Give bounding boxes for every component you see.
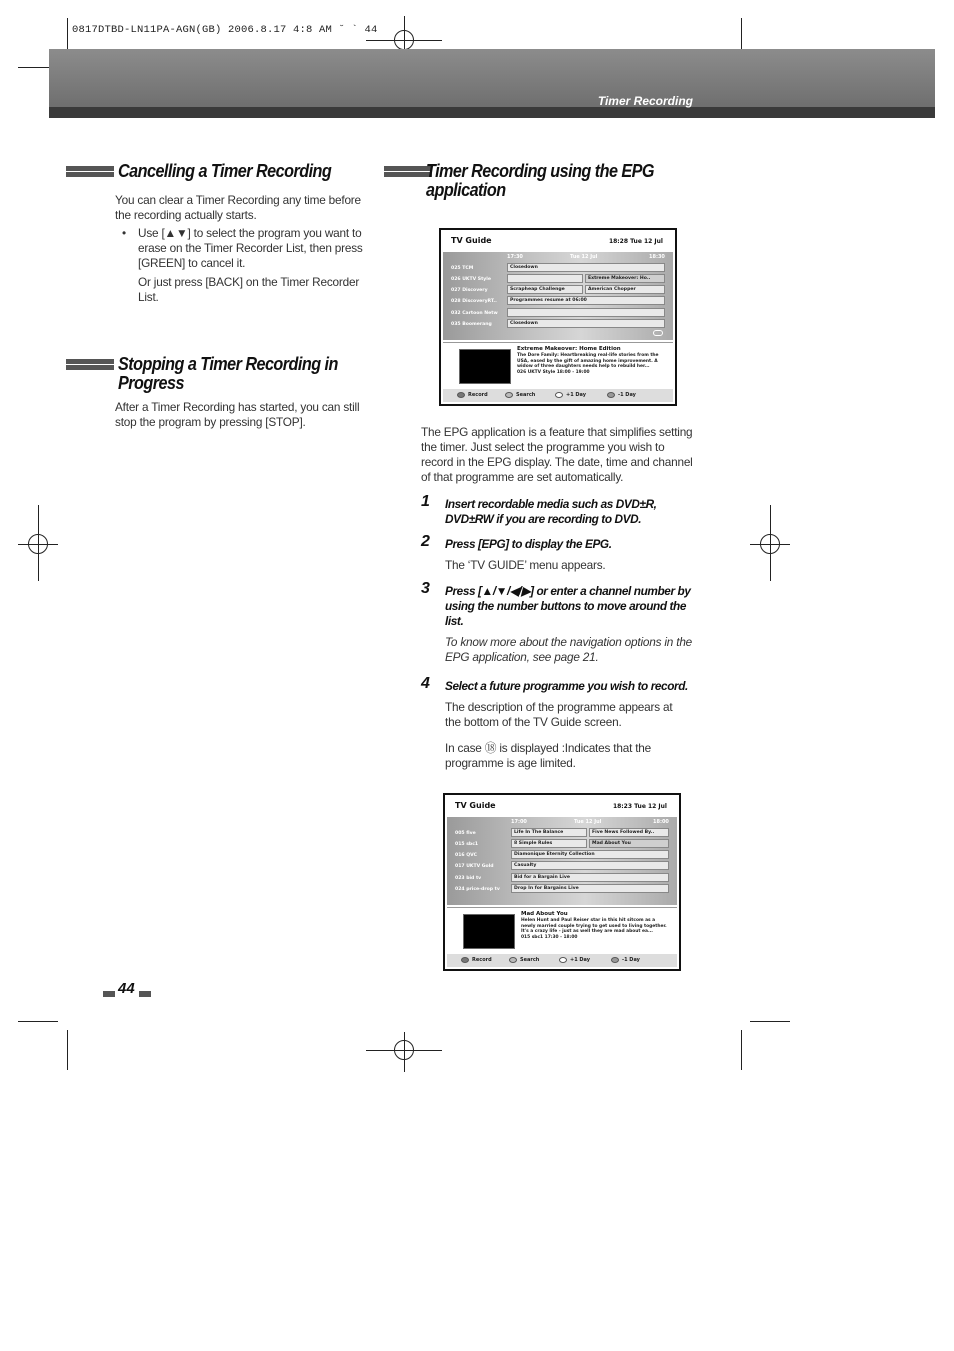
programme-cell (507, 274, 583, 283)
tv-guide-clock: 18:23 Tue 12 Jul (612, 803, 667, 810)
programme-cell-selected: Extreme Makeover: Ho.. (585, 274, 665, 283)
blue-button-icon (607, 392, 615, 398)
button-legend (443, 389, 673, 402)
tv-guide-clock: 18:28 Tue 12 Jul (608, 238, 663, 245)
page-number-bar (139, 991, 151, 997)
programme-cell: Casualty (511, 861, 669, 870)
header-rule (49, 107, 935, 118)
step-number: 2 (421, 533, 430, 550)
red-button-icon (457, 392, 465, 398)
yellow-button-icon (559, 957, 567, 963)
section-title-stopping (118, 355, 338, 393)
preview-thumbnail (463, 914, 515, 949)
print-slug: 0817DTBD-LN11PA-AGN(GB) 2006.8.17 4:8 AM ˘ ` 44 (72, 24, 378, 36)
programme-slot: 015 sbc1 17:30 - 18:00 (521, 934, 578, 940)
search-key (509, 957, 539, 963)
programme-info (447, 907, 677, 954)
programme-cell: Closedown (507, 263, 665, 272)
programme-cell: Bid for a Bargain Live (511, 873, 669, 882)
key-label: Record (468, 392, 488, 398)
programme-cell: Life In The Balance (511, 828, 587, 837)
key-label: Search (520, 957, 540, 963)
step-note: The ‘TV GUIDE’ menu appears. (445, 558, 606, 572)
programme-cell: Closedown (507, 319, 665, 328)
programme-slot: 026 UKTV Style 18:00 - 19:00 (517, 369, 590, 375)
green-button-icon (505, 392, 513, 398)
time-label: 18:30 (649, 254, 665, 260)
blue-button-icon (611, 957, 619, 963)
channel-label: 032 Cartoon Netw (451, 311, 498, 316)
step-note: In case ⑱ is displayed :Indicates that the programme is age limited. (445, 741, 652, 770)
record-key (461, 957, 492, 963)
programme-cell: Diamonique Eternity Collection (511, 850, 669, 859)
key-label: +1 Day (570, 957, 591, 963)
description-text: The Dore Family: Heartbreaking real-life stories from the USA, eased by the gift of amazing home improvement. A widow of three daughters needs help to rebuild her... (517, 353, 659, 370)
key-label: Record (472, 957, 492, 963)
channel-label: 026 UKTV Style (451, 277, 491, 282)
bullet: • (122, 226, 126, 240)
title-line: Progress (118, 373, 184, 393)
channel-logo-icon (653, 330, 663, 336)
programme-description (517, 353, 667, 375)
title-line: Timer Recording using the EPG (426, 161, 654, 181)
cancel-bullet: Use [▲▼] to select the program you want to erase on the Timer Recorder List, then press [GREEN] to cancel it. (138, 226, 363, 270)
time-label: 17:00 (511, 819, 527, 825)
key-label: Search (516, 392, 536, 398)
programme-cell: Five News Followed By.. (589, 828, 669, 837)
channel-label: 017 UKTV Gold (455, 864, 494, 869)
step-number: 1 (421, 493, 430, 510)
channel-label: 027 Discovery (451, 288, 488, 293)
channel-label: 015 sbc1 (455, 842, 479, 847)
page-number-bar (103, 991, 115, 997)
tv-guide-title: TV Guide (455, 801, 496, 810)
tv-guide-title: TV Guide (451, 236, 492, 245)
programme-info (443, 342, 673, 389)
key-label: +1 Day (566, 392, 587, 398)
red-button-icon (461, 957, 469, 963)
step-number: 4 (421, 675, 430, 692)
epg-intro: The EPG application is a feature that simplifies setting the timer. Just select the programme you wish to record in the EPG display. The date, time and channel of that programme are set automatically. (421, 425, 693, 484)
record-key (457, 392, 488, 398)
preview-thumbnail (459, 349, 511, 384)
step-text: Select a future programme you wish to record. (445, 679, 688, 693)
programme-cell-selected: Mad About You (589, 839, 669, 848)
channel-label: 028 DiscoveryRT.. (451, 299, 497, 304)
channel-label: 023 bid tv (455, 876, 482, 881)
key-label: -1 Day (622, 957, 640, 963)
search-key (505, 392, 535, 398)
green-button-icon (509, 957, 517, 963)
time-label: Tue 12 Jul (574, 819, 602, 825)
plus-day-key (555, 392, 586, 398)
crop-mark (741, 1030, 742, 1070)
programme-cell: Programmes resume at 06:00 (507, 296, 665, 305)
stopping-text: After a Timer Recording has started, you can still stop the program by pressing [STOP]. (115, 400, 360, 429)
minus-day-key (611, 957, 640, 963)
crop-mark (750, 1021, 790, 1022)
cancel-or: Or just press [BACK] on the Timer Recorder List. (138, 275, 360, 304)
crop-mark (18, 1021, 58, 1022)
programme-cell: Scrapheap Challenge (507, 285, 583, 294)
tv-guide-screenshot (439, 228, 677, 406)
channel-label: 025 TCM (451, 266, 474, 271)
step-number: 3 (421, 580, 430, 597)
title-line: Stopping a Timer Recording in (118, 354, 338, 374)
yellow-button-icon (555, 392, 563, 398)
epg-grid (443, 252, 673, 340)
programme-title: Extreme Makeover: Home Edition (517, 346, 621, 352)
channel-label: 024 price-drop tv (455, 887, 500, 892)
button-legend (447, 954, 677, 967)
header-banner (49, 49, 935, 107)
section-marker (66, 359, 114, 370)
programme-title: Mad About You (521, 911, 568, 917)
cancel-intro: You can clear a Timer Recording any time before the recording actually starts. (115, 193, 361, 222)
key-label: -1 Day (618, 392, 636, 398)
plus-day-key (559, 957, 590, 963)
description-text: Helen Hunt and Paul Reiser star in this hit sitcom as a newly married couple trying to get used to living together. It's a crazy life - just as well they are mad about ea... (521, 918, 667, 935)
minus-day-key (607, 392, 636, 398)
time-label: Tue 12 Jul (570, 254, 598, 260)
section-title-cancel: Cancelling a Timer Recording (118, 161, 332, 181)
page-number: 44 (118, 980, 135, 997)
programme-cell: Drop In for Bargains Live (511, 884, 669, 893)
step-text: Insert recordable media such as DVD±R, DVD±RW if you are recording to DVD. (445, 497, 657, 526)
programme-cell: American Chopper (585, 285, 665, 294)
programme-cell (507, 308, 665, 317)
header-title: Timer Recording (597, 94, 693, 108)
crop-mark (67, 1030, 68, 1070)
channel-label: 016 QVC (455, 853, 478, 858)
step-text: Press [EPG] to display the EPG. (445, 537, 612, 551)
step-text: Press [▲/▼/◀/▶] or enter a channel number by using the number buttons to move around the list. (445, 584, 691, 628)
section-marker (384, 166, 432, 177)
channel-label: 035 Boomerang (451, 322, 492, 327)
programme-description (521, 918, 671, 940)
programme-cell: 8 Simple Rules (511, 839, 587, 848)
title-line: application (426, 180, 506, 200)
epg-grid (447, 817, 677, 905)
time-label: 18:00 (653, 819, 669, 825)
time-label: 17:30 (507, 254, 523, 260)
section-title-epg (426, 162, 654, 200)
step-note: The description of the programme appears at the bottom of the TV Guide screen. (445, 700, 673, 729)
channel-label: 005 five (455, 831, 476, 836)
section-marker (66, 166, 114, 177)
step-note: To know more about the navigation options in the EPG application, see page 21. (445, 635, 693, 664)
tv-guide-screenshot (443, 793, 681, 971)
